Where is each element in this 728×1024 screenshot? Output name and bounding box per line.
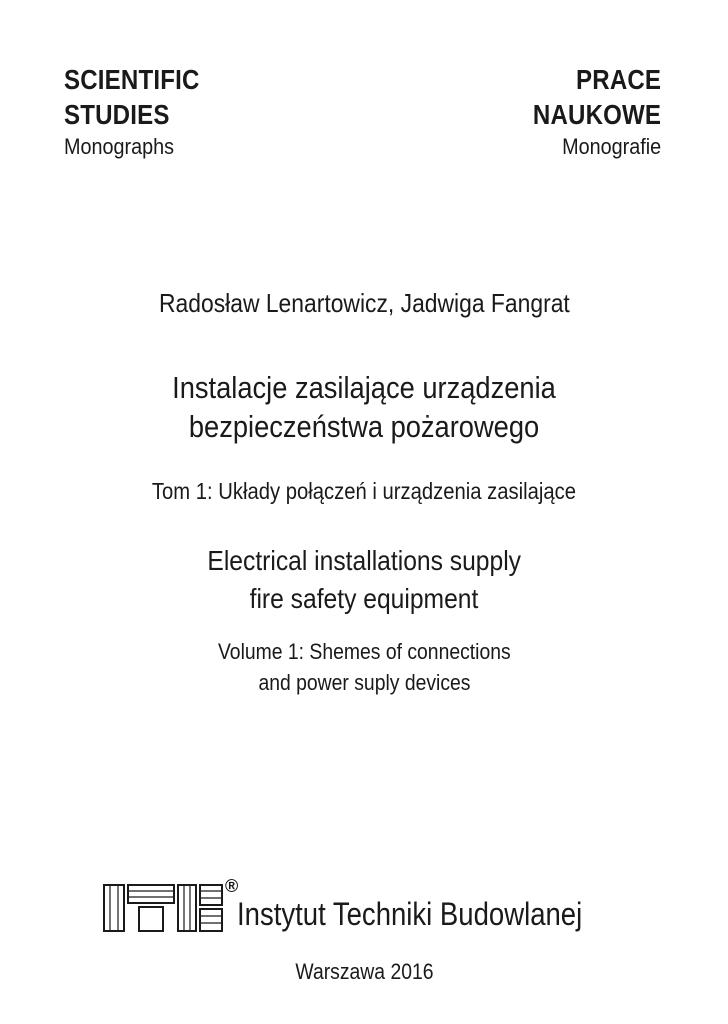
- volume-english-line-2: and power suply devices: [257, 670, 470, 695]
- series-block-polish: [512, 62, 661, 162]
- series-subtitle: Monografie: [561, 134, 661, 159]
- itb-logo-icon: [103, 884, 223, 932]
- place-and-year-text: Warszawa 2016: [294, 959, 434, 984]
- publisher-name: Instytut Techniki Budowlanej: [237, 896, 583, 932]
- series-title-line-2: NAUKOWE: [532, 99, 661, 130]
- series-title-line-1: PRACE: [575, 64, 661, 95]
- series-subtitle: Monographs: [64, 134, 175, 159]
- volume-english: [0, 636, 728, 698]
- place-and-year: [0, 958, 728, 986]
- title-english-line-2: fire safety equipment: [249, 583, 479, 614]
- volume-english-line-1: Volume 1: Shemes of connections: [217, 639, 511, 664]
- authors: [0, 286, 728, 320]
- authors-text: Radosław Lenartowicz, Jadwiga Fangrat: [158, 288, 570, 318]
- registered-mark: ®: [225, 876, 239, 896]
- title-english: [0, 542, 728, 618]
- title-polish: [0, 368, 728, 446]
- title-english-line-1: Electrical installations supply: [207, 545, 521, 576]
- volume-polish: [0, 476, 728, 506]
- series-block-english: [64, 62, 222, 162]
- series-title-line-1: SCIENTIFIC: [64, 64, 200, 95]
- title-polish-line-1: Instalacje zasilające urządzenia: [172, 370, 556, 405]
- title-polish-line-2: bezpieczeństwa pożarowego: [188, 409, 540, 444]
- publisher: [103, 876, 663, 940]
- volume-polish-text: Tom 1: Układy połączeń i urządzenia zasilające: [151, 478, 577, 504]
- series-title-line-2: STUDIES: [64, 99, 170, 130]
